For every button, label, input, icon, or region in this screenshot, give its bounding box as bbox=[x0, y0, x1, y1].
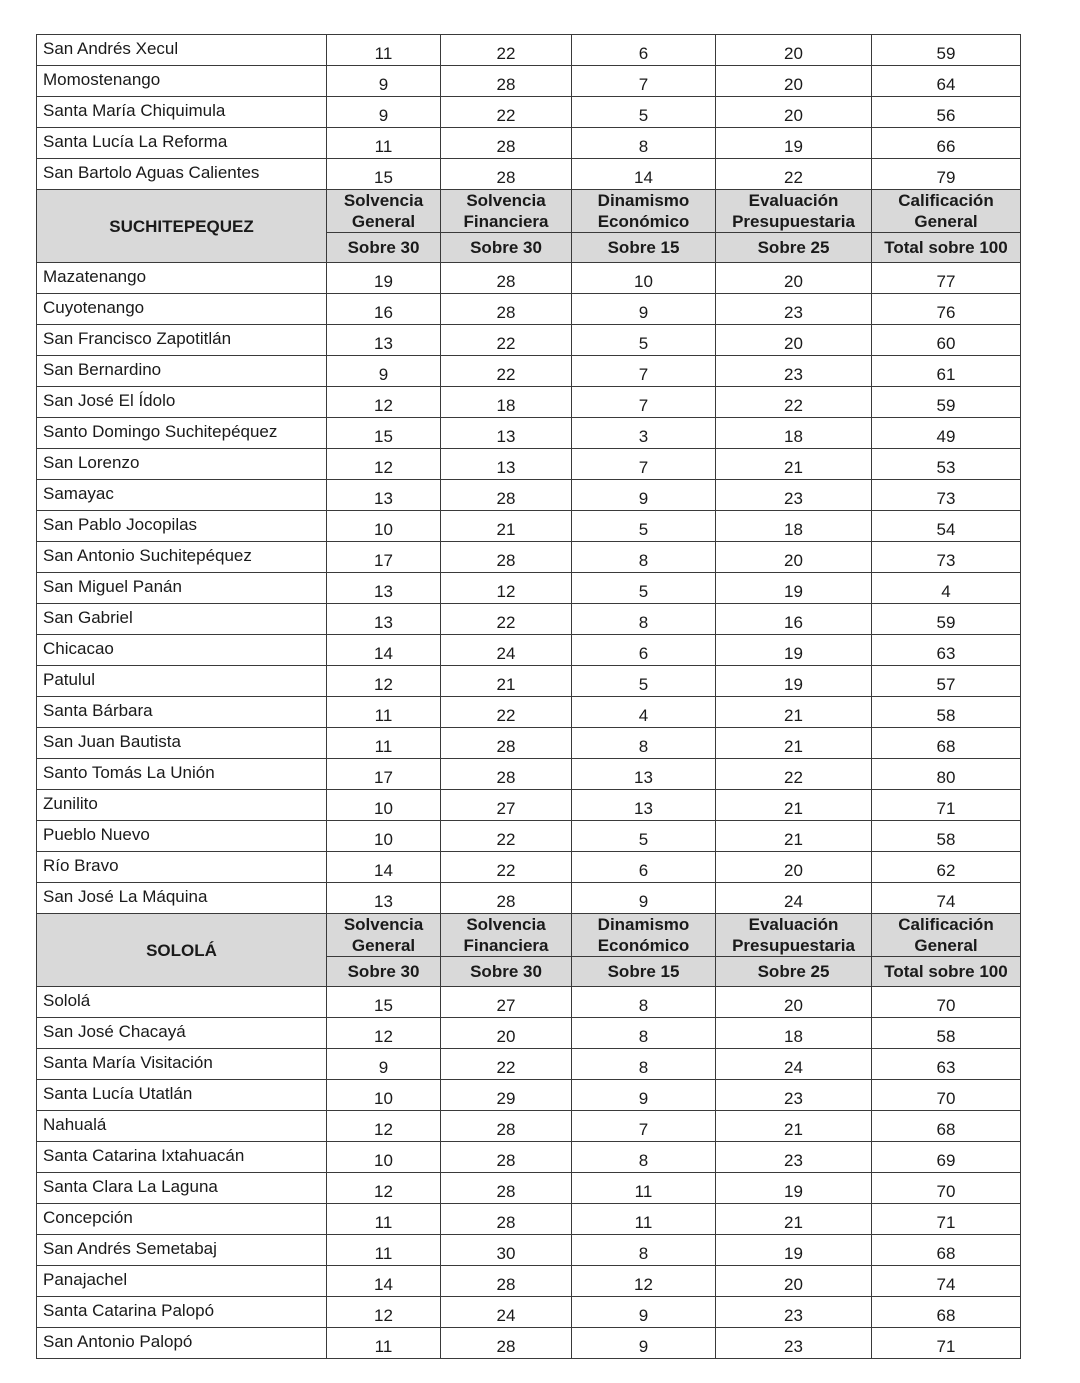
cell-calificacion-general: 80 bbox=[872, 759, 1021, 790]
cell-evaluacion-presupuestaria: 23 bbox=[716, 294, 872, 325]
cell-dinamismo-economico: 9 bbox=[572, 1328, 716, 1359]
cell-dinamismo-economico: 7 bbox=[572, 449, 716, 480]
cell-calificacion-general: 69 bbox=[872, 1142, 1021, 1173]
cell-solvencia-financiera: 29 bbox=[441, 1080, 572, 1111]
cell-evaluacion-presupuestaria: 21 bbox=[716, 1204, 872, 1235]
cell-evaluacion-presupuestaria: 21 bbox=[716, 1111, 872, 1142]
cell-calificacion-general: 70 bbox=[872, 1080, 1021, 1111]
cell-dinamismo-economico: 7 bbox=[572, 356, 716, 387]
cell-municipality: Sololá bbox=[37, 987, 327, 1018]
cell-solvencia-general: 13 bbox=[327, 325, 441, 356]
cell-solvencia-general: 9 bbox=[327, 1049, 441, 1080]
max-solvencia-financiera: Sobre 30 bbox=[441, 233, 572, 263]
cell-calificacion-general: 68 bbox=[872, 728, 1021, 759]
table-row bbox=[37, 449, 1021, 480]
cell-dinamismo-economico: 6 bbox=[572, 635, 716, 666]
cell-calificacion-general: 61 bbox=[872, 356, 1021, 387]
max-calificacion-general: Total sobre 100 bbox=[872, 233, 1021, 263]
table-row bbox=[37, 635, 1021, 666]
cell-evaluacion-presupuestaria: 23 bbox=[716, 356, 872, 387]
table-row bbox=[37, 1049, 1021, 1080]
cell-municipality: San José El Ídolo bbox=[37, 387, 327, 418]
cell-municipality: San Andrés Semetabaj bbox=[37, 1235, 327, 1266]
cell-dinamismo-economico: 11 bbox=[572, 1204, 716, 1235]
cell-solvencia-general: 12 bbox=[327, 1111, 441, 1142]
cell-solvencia-general: 10 bbox=[327, 790, 441, 821]
cell-dinamismo-economico: 9 bbox=[572, 1080, 716, 1111]
cell-municipality: San José La Máquina bbox=[37, 883, 327, 914]
cell-dinamismo-economico: 8 bbox=[572, 987, 716, 1018]
cell-municipality: San Antonio Palopó bbox=[37, 1328, 327, 1359]
cell-evaluacion-presupuestaria: 24 bbox=[716, 883, 872, 914]
cell-dinamismo-economico: 13 bbox=[572, 759, 716, 790]
table-row bbox=[37, 1266, 1021, 1297]
table-row bbox=[37, 97, 1021, 128]
cell-solvencia-general: 12 bbox=[327, 1297, 441, 1328]
cell-calificacion-general: 63 bbox=[872, 635, 1021, 666]
cell-solvencia-financiera: 30 bbox=[441, 1235, 572, 1266]
cell-solvencia-general: 17 bbox=[327, 759, 441, 790]
cell-calificacion-general: 49 bbox=[872, 418, 1021, 449]
header-evaluacion-presupuestaria: Evaluación Presupuestaria bbox=[716, 190, 872, 233]
cell-calificacion-general: 58 bbox=[872, 697, 1021, 728]
cell-dinamismo-economico: 8 bbox=[572, 1142, 716, 1173]
cell-municipality: Santa Bárbara bbox=[37, 697, 327, 728]
cell-dinamismo-economico: 13 bbox=[572, 790, 716, 821]
cell-dinamismo-economico: 11 bbox=[572, 1173, 716, 1204]
table-row bbox=[37, 263, 1021, 294]
cell-dinamismo-economico: 4 bbox=[572, 697, 716, 728]
cell-calificacion-general: 56 bbox=[872, 97, 1021, 128]
cell-solvencia-general: 19 bbox=[327, 263, 441, 294]
table-row bbox=[37, 511, 1021, 542]
cell-solvencia-financiera: 22 bbox=[441, 852, 572, 883]
cell-calificacion-general: 70 bbox=[872, 987, 1021, 1018]
cell-municipality: Santa Catarina Ixtahuacán bbox=[37, 1142, 327, 1173]
cell-evaluacion-presupuestaria: 21 bbox=[716, 449, 872, 480]
cell-solvencia-financiera: 28 bbox=[441, 1142, 572, 1173]
cell-evaluacion-presupuestaria: 19 bbox=[716, 128, 872, 159]
table-row bbox=[37, 1018, 1021, 1049]
cell-solvencia-financiera: 22 bbox=[441, 697, 572, 728]
cell-solvencia-general: 10 bbox=[327, 1080, 441, 1111]
cell-calificacion-general: 77 bbox=[872, 263, 1021, 294]
cell-evaluacion-presupuestaria: 24 bbox=[716, 1049, 872, 1080]
cell-dinamismo-economico: 12 bbox=[572, 1266, 716, 1297]
cell-dinamismo-economico: 7 bbox=[572, 387, 716, 418]
table-row bbox=[37, 1173, 1021, 1204]
cell-dinamismo-economico: 8 bbox=[572, 1049, 716, 1080]
cell-calificacion-general: 73 bbox=[872, 542, 1021, 573]
cell-dinamismo-economico: 14 bbox=[572, 159, 716, 190]
cell-solvencia-financiera: 28 bbox=[441, 480, 572, 511]
cell-calificacion-general: 76 bbox=[872, 294, 1021, 325]
cell-solvencia-general: 10 bbox=[327, 821, 441, 852]
cell-dinamismo-economico: 7 bbox=[572, 1111, 716, 1142]
cell-evaluacion-presupuestaria: 21 bbox=[716, 790, 872, 821]
header-dinamismo-economico: Dinamismo Económico bbox=[572, 190, 716, 233]
cell-evaluacion-presupuestaria: 19 bbox=[716, 666, 872, 697]
cell-dinamismo-economico: 5 bbox=[572, 511, 716, 542]
cell-municipality: Santa María Visitación bbox=[37, 1049, 327, 1080]
cell-municipality: Cuyotenango bbox=[37, 294, 327, 325]
table-row bbox=[37, 821, 1021, 852]
cell-solvencia-general: 9 bbox=[327, 66, 441, 97]
cell-solvencia-financiera: 28 bbox=[441, 542, 572, 573]
section-header-row bbox=[37, 914, 1021, 957]
cell-dinamismo-economico: 8 bbox=[572, 542, 716, 573]
cell-dinamismo-economico: 8 bbox=[572, 604, 716, 635]
table-row bbox=[37, 987, 1021, 1018]
cell-solvencia-general: 11 bbox=[327, 728, 441, 759]
cell-calificacion-general: 68 bbox=[872, 1297, 1021, 1328]
table-row bbox=[37, 852, 1021, 883]
cell-solvencia-financiera: 22 bbox=[441, 1049, 572, 1080]
cell-dinamismo-economico: 8 bbox=[572, 128, 716, 159]
department-title: SOLOLÁ bbox=[37, 914, 327, 987]
cell-calificacion-general: 58 bbox=[872, 821, 1021, 852]
table-body bbox=[37, 35, 1021, 1359]
cell-calificacion-general: 79 bbox=[872, 159, 1021, 190]
max-solvencia-general: Sobre 30 bbox=[327, 957, 441, 987]
cell-solvencia-general: 15 bbox=[327, 987, 441, 1018]
cell-solvencia-general: 11 bbox=[327, 1204, 441, 1235]
cell-solvencia-financiera: 24 bbox=[441, 1297, 572, 1328]
cell-calificacion-general: 64 bbox=[872, 66, 1021, 97]
cell-solvencia-financiera: 28 bbox=[441, 759, 572, 790]
cell-solvencia-financiera: 28 bbox=[441, 263, 572, 294]
cell-solvencia-financiera: 28 bbox=[441, 1173, 572, 1204]
cell-solvencia-general: 10 bbox=[327, 1142, 441, 1173]
cell-evaluacion-presupuestaria: 20 bbox=[716, 542, 872, 573]
cell-municipality: San Andrés Xecul bbox=[37, 35, 327, 66]
header-evaluacion-presupuestaria: Evaluación Presupuestaria bbox=[716, 914, 872, 957]
table-row bbox=[37, 604, 1021, 635]
cell-solvencia-general: 14 bbox=[327, 1266, 441, 1297]
table-row bbox=[37, 387, 1021, 418]
cell-solvencia-financiera: 28 bbox=[441, 883, 572, 914]
cell-municipality: Santa Lucía Utatlán bbox=[37, 1080, 327, 1111]
cell-dinamismo-economico: 6 bbox=[572, 35, 716, 66]
max-evaluacion-presupuestaria: Sobre 25 bbox=[716, 233, 872, 263]
cell-municipality: Chicacao bbox=[37, 635, 327, 666]
cell-calificacion-general: 71 bbox=[872, 1328, 1021, 1359]
cell-solvencia-general: 16 bbox=[327, 294, 441, 325]
cell-dinamismo-economico: 7 bbox=[572, 66, 716, 97]
cell-solvencia-general: 11 bbox=[327, 697, 441, 728]
cell-evaluacion-presupuestaria: 16 bbox=[716, 604, 872, 635]
cell-calificacion-general: 58 bbox=[872, 1018, 1021, 1049]
cell-dinamismo-economico: 5 bbox=[572, 325, 716, 356]
cell-municipality: San Lorenzo bbox=[37, 449, 327, 480]
cell-evaluacion-presupuestaria: 18 bbox=[716, 511, 872, 542]
cell-solvencia-financiera: 20 bbox=[441, 1018, 572, 1049]
cell-solvencia-financiera: 27 bbox=[441, 790, 572, 821]
table-row bbox=[37, 294, 1021, 325]
table-row bbox=[37, 325, 1021, 356]
cell-dinamismo-economico: 5 bbox=[572, 821, 716, 852]
cell-solvencia-general: 11 bbox=[327, 1328, 441, 1359]
header-dinamismo-economico: Dinamismo Económico bbox=[572, 914, 716, 957]
cell-solvencia-general: 12 bbox=[327, 666, 441, 697]
header-solvencia-financiera: Solvencia Financiera bbox=[441, 914, 572, 957]
max-evaluacion-presupuestaria: Sobre 25 bbox=[716, 957, 872, 987]
cell-calificacion-general: 62 bbox=[872, 852, 1021, 883]
cell-solvencia-financiera: 28 bbox=[441, 66, 572, 97]
municipal-ranking-table bbox=[36, 34, 1021, 1359]
cell-evaluacion-presupuestaria: 19 bbox=[716, 1173, 872, 1204]
table-row bbox=[37, 790, 1021, 821]
table-row bbox=[37, 356, 1021, 387]
cell-evaluacion-presupuestaria: 20 bbox=[716, 852, 872, 883]
cell-solvencia-general: 13 bbox=[327, 604, 441, 635]
department-title: SUCHITEPEQUEZ bbox=[37, 190, 327, 263]
cell-dinamismo-economico: 9 bbox=[572, 294, 716, 325]
cell-solvencia-general: 13 bbox=[327, 883, 441, 914]
cell-solvencia-financiera: 22 bbox=[441, 35, 572, 66]
cell-solvencia-general: 12 bbox=[327, 449, 441, 480]
cell-solvencia-financiera: 22 bbox=[441, 604, 572, 635]
cell-municipality: Santa María Chiquimula bbox=[37, 97, 327, 128]
cell-evaluacion-presupuestaria: 21 bbox=[716, 728, 872, 759]
cell-solvencia-financiera: 28 bbox=[441, 728, 572, 759]
cell-calificacion-general: 74 bbox=[872, 883, 1021, 914]
table-row bbox=[37, 1328, 1021, 1359]
table-row bbox=[37, 159, 1021, 190]
cell-evaluacion-presupuestaria: 18 bbox=[716, 418, 872, 449]
max-dinamismo-economico: Sobre 15 bbox=[572, 233, 716, 263]
cell-solvencia-general: 9 bbox=[327, 356, 441, 387]
cell-solvencia-financiera: 28 bbox=[441, 128, 572, 159]
cell-dinamismo-economico: 8 bbox=[572, 1235, 716, 1266]
table-row bbox=[37, 1204, 1021, 1235]
cell-solvencia-general: 13 bbox=[327, 480, 441, 511]
cell-solvencia-general: 11 bbox=[327, 35, 441, 66]
max-calificacion-general: Total sobre 100 bbox=[872, 957, 1021, 987]
cell-dinamismo-economico: 8 bbox=[572, 1018, 716, 1049]
cell-municipality: Santa Clara La Laguna bbox=[37, 1173, 327, 1204]
cell-calificacion-general: 53 bbox=[872, 449, 1021, 480]
cell-municipality: Santo Domingo Suchitepéquez bbox=[37, 418, 327, 449]
cell-solvencia-financiera: 28 bbox=[441, 1111, 572, 1142]
cell-calificacion-general: 59 bbox=[872, 387, 1021, 418]
table-row bbox=[37, 666, 1021, 697]
cell-dinamismo-economico: 10 bbox=[572, 263, 716, 294]
table-row bbox=[37, 728, 1021, 759]
cell-municipality: San Pablo Jocopilas bbox=[37, 511, 327, 542]
cell-evaluacion-presupuestaria: 23 bbox=[716, 1297, 872, 1328]
table-row bbox=[37, 883, 1021, 914]
cell-solvencia-financiera: 18 bbox=[441, 387, 572, 418]
cell-solvencia-general: 14 bbox=[327, 635, 441, 666]
table-row bbox=[37, 573, 1021, 604]
cell-municipality: Patulul bbox=[37, 666, 327, 697]
cell-calificacion-general: 59 bbox=[872, 604, 1021, 635]
max-solvencia-financiera: Sobre 30 bbox=[441, 957, 572, 987]
cell-municipality: Zunilito bbox=[37, 790, 327, 821]
cell-solvencia-financiera: 13 bbox=[441, 449, 572, 480]
cell-municipality: Río Bravo bbox=[37, 852, 327, 883]
table-row bbox=[37, 1080, 1021, 1111]
cell-dinamismo-economico: 8 bbox=[572, 728, 716, 759]
cell-calificacion-general: 68 bbox=[872, 1235, 1021, 1266]
cell-dinamismo-economico: 5 bbox=[572, 573, 716, 604]
cell-solvencia-financiera: 24 bbox=[441, 635, 572, 666]
cell-solvencia-financiera: 28 bbox=[441, 294, 572, 325]
cell-municipality: Samayac bbox=[37, 480, 327, 511]
cell-dinamismo-economico: 9 bbox=[572, 480, 716, 511]
cell-evaluacion-presupuestaria: 20 bbox=[716, 263, 872, 294]
cell-municipality: San Bartolo Aguas Calientes bbox=[37, 159, 327, 190]
table-row bbox=[37, 697, 1021, 728]
cell-solvencia-financiera: 21 bbox=[441, 666, 572, 697]
cell-dinamismo-economico: 5 bbox=[572, 97, 716, 128]
cell-solvencia-general: 9 bbox=[327, 97, 441, 128]
cell-solvencia-general: 12 bbox=[327, 1173, 441, 1204]
cell-solvencia-financiera: 13 bbox=[441, 418, 572, 449]
cell-solvencia-general: 11 bbox=[327, 1235, 441, 1266]
cell-solvencia-financiera: 12 bbox=[441, 573, 572, 604]
table-row bbox=[37, 66, 1021, 97]
cell-dinamismo-economico: 9 bbox=[572, 1297, 716, 1328]
cell-municipality: Santa Lucía La Reforma bbox=[37, 128, 327, 159]
cell-evaluacion-presupuestaria: 19 bbox=[716, 635, 872, 666]
cell-calificacion-general: 4 bbox=[872, 573, 1021, 604]
cell-calificacion-general: 66 bbox=[872, 128, 1021, 159]
table-row bbox=[37, 418, 1021, 449]
cell-municipality: Panajachel bbox=[37, 1266, 327, 1297]
cell-solvencia-financiera: 22 bbox=[441, 97, 572, 128]
table-row bbox=[37, 1111, 1021, 1142]
cell-municipality: Santo Tomás La Unión bbox=[37, 759, 327, 790]
cell-dinamismo-economico: 3 bbox=[572, 418, 716, 449]
cell-solvencia-financiera: 28 bbox=[441, 159, 572, 190]
cell-municipality: Pueblo Nuevo bbox=[37, 821, 327, 852]
max-solvencia-general: Sobre 30 bbox=[327, 233, 441, 263]
cell-solvencia-general: 11 bbox=[327, 128, 441, 159]
cell-evaluacion-presupuestaria: 20 bbox=[716, 1266, 872, 1297]
cell-evaluacion-presupuestaria: 18 bbox=[716, 1018, 872, 1049]
cell-municipality: Nahualá bbox=[37, 1111, 327, 1142]
cell-evaluacion-presupuestaria: 19 bbox=[716, 573, 872, 604]
cell-municipality: San Bernardino bbox=[37, 356, 327, 387]
cell-evaluacion-presupuestaria: 20 bbox=[716, 987, 872, 1018]
table-row bbox=[37, 1235, 1021, 1266]
cell-solvencia-financiera: 28 bbox=[441, 1204, 572, 1235]
table-row bbox=[37, 759, 1021, 790]
section-header-row bbox=[37, 190, 1021, 233]
cell-calificacion-general: 54 bbox=[872, 511, 1021, 542]
header-solvencia-general: Solvencia General bbox=[327, 914, 441, 957]
cell-solvencia-general: 13 bbox=[327, 573, 441, 604]
cell-solvencia-financiera: 22 bbox=[441, 356, 572, 387]
cell-calificacion-general: 73 bbox=[872, 480, 1021, 511]
cell-municipality: San José Chacayá bbox=[37, 1018, 327, 1049]
cell-dinamismo-economico: 6 bbox=[572, 852, 716, 883]
header-calificacion-general: Calificación General bbox=[872, 914, 1021, 957]
cell-solvencia-financiera: 28 bbox=[441, 1266, 572, 1297]
cell-municipality: San Francisco Zapotitlán bbox=[37, 325, 327, 356]
cell-solvencia-general: 17 bbox=[327, 542, 441, 573]
cell-municipality: Momostenango bbox=[37, 66, 327, 97]
cell-municipality: Mazatenango bbox=[37, 263, 327, 294]
cell-evaluacion-presupuestaria: 22 bbox=[716, 387, 872, 418]
cell-evaluacion-presupuestaria: 23 bbox=[716, 1328, 872, 1359]
cell-evaluacion-presupuestaria: 21 bbox=[716, 821, 872, 852]
cell-solvencia-financiera: 22 bbox=[441, 821, 572, 852]
cell-solvencia-general: 15 bbox=[327, 159, 441, 190]
cell-solvencia-financiera: 28 bbox=[441, 1328, 572, 1359]
cell-evaluacion-presupuestaria: 22 bbox=[716, 159, 872, 190]
cell-solvencia-general: 14 bbox=[327, 852, 441, 883]
cell-calificacion-general: 71 bbox=[872, 790, 1021, 821]
cell-evaluacion-presupuestaria: 22 bbox=[716, 759, 872, 790]
cell-calificacion-general: 71 bbox=[872, 1204, 1021, 1235]
cell-evaluacion-presupuestaria: 20 bbox=[716, 35, 872, 66]
cell-evaluacion-presupuestaria: 23 bbox=[716, 1142, 872, 1173]
table-row bbox=[37, 1297, 1021, 1328]
cell-solvencia-financiera: 22 bbox=[441, 325, 572, 356]
cell-municipality: San Miguel Panán bbox=[37, 573, 327, 604]
cell-solvencia-financiera: 21 bbox=[441, 511, 572, 542]
cell-solvencia-general: 10 bbox=[327, 511, 441, 542]
cell-solvencia-general: 12 bbox=[327, 1018, 441, 1049]
cell-evaluacion-presupuestaria: 20 bbox=[716, 66, 872, 97]
table-row bbox=[37, 1142, 1021, 1173]
cell-dinamismo-economico: 9 bbox=[572, 883, 716, 914]
cell-evaluacion-presupuestaria: 20 bbox=[716, 97, 872, 128]
cell-calificacion-general: 60 bbox=[872, 325, 1021, 356]
max-dinamismo-economico: Sobre 15 bbox=[572, 957, 716, 987]
cell-calificacion-general: 57 bbox=[872, 666, 1021, 697]
table-row bbox=[37, 128, 1021, 159]
cell-municipality: Santa Catarina Palopó bbox=[37, 1297, 327, 1328]
cell-calificacion-general: 74 bbox=[872, 1266, 1021, 1297]
header-solvencia-general: Solvencia General bbox=[327, 190, 441, 233]
cell-evaluacion-presupuestaria: 19 bbox=[716, 1235, 872, 1266]
cell-municipality: Concepción bbox=[37, 1204, 327, 1235]
cell-municipality: San Antonio Suchitepéquez bbox=[37, 542, 327, 573]
cell-evaluacion-presupuestaria: 21 bbox=[716, 697, 872, 728]
header-solvencia-financiera: Solvencia Financiera bbox=[441, 190, 572, 233]
cell-evaluacion-presupuestaria: 20 bbox=[716, 325, 872, 356]
cell-municipality: San Juan Bautista bbox=[37, 728, 327, 759]
cell-solvencia-general: 15 bbox=[327, 418, 441, 449]
cell-evaluacion-presupuestaria: 23 bbox=[716, 480, 872, 511]
table-row bbox=[37, 480, 1021, 511]
cell-calificacion-general: 70 bbox=[872, 1173, 1021, 1204]
cell-calificacion-general: 68 bbox=[872, 1111, 1021, 1142]
header-calificacion-general: Calificación General bbox=[872, 190, 1021, 233]
cell-evaluacion-presupuestaria: 23 bbox=[716, 1080, 872, 1111]
table-row bbox=[37, 35, 1021, 66]
cell-calificacion-general: 59 bbox=[872, 35, 1021, 66]
cell-solvencia-general: 12 bbox=[327, 387, 441, 418]
cell-dinamismo-economico: 5 bbox=[572, 666, 716, 697]
cell-solvencia-financiera: 27 bbox=[441, 987, 572, 1018]
cell-municipality: San Gabriel bbox=[37, 604, 327, 635]
table-row bbox=[37, 542, 1021, 573]
cell-calificacion-general: 63 bbox=[872, 1049, 1021, 1080]
